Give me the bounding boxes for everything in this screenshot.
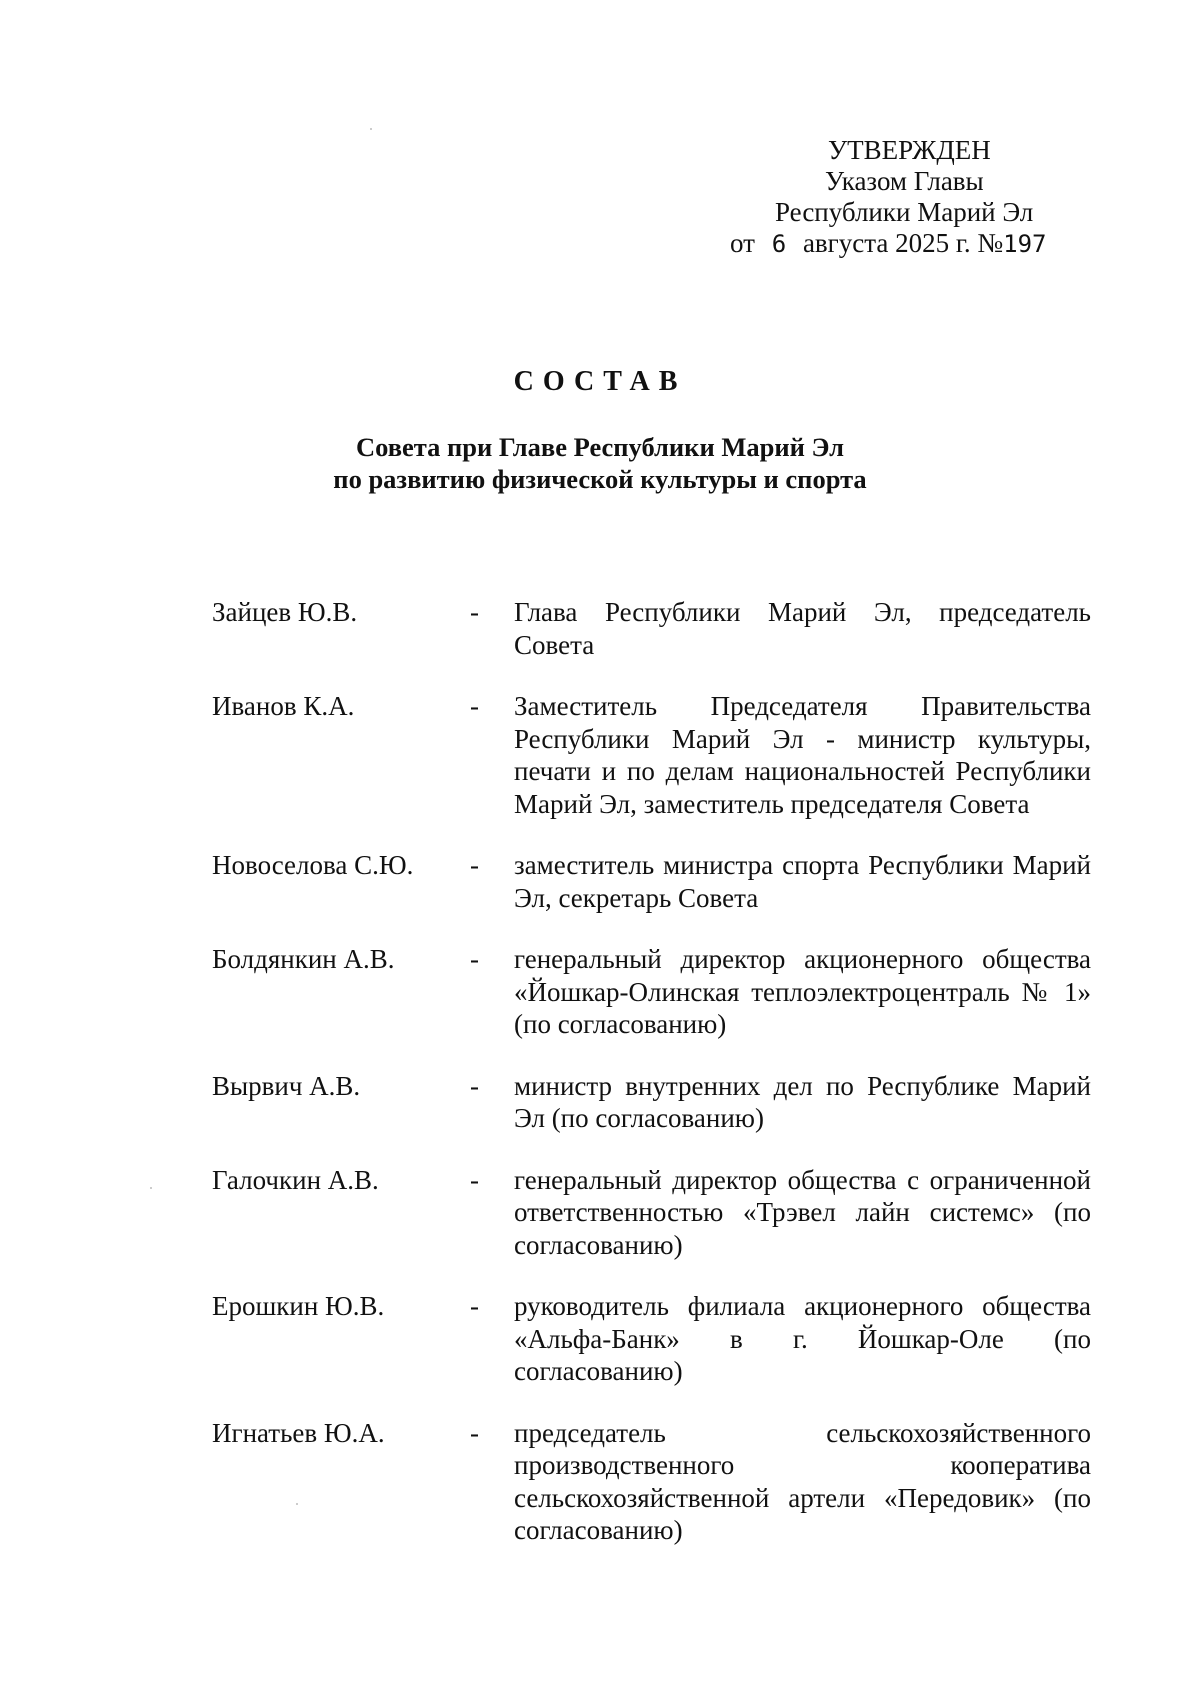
member-name: Ерошкин Ю.В. — [212, 1291, 385, 1321]
members-list — [212, 596, 1092, 1547]
member-row — [212, 849, 1092, 914]
member-role: генеральный директор общества с ограниченной ответственностью «Трэвел лайн системс» (по согласованию) — [514, 1164, 1091, 1260]
approval-heading: УТВЕРЖДЕН — [828, 135, 991, 165]
member-dash: - — [470, 691, 479, 721]
member-row — [212, 1164, 1092, 1262]
member-row — [212, 943, 1092, 1041]
member-role: заместитель министра спорта Республики Марий Эл, секретарь Совета — [514, 850, 1091, 913]
document-title: СОСТАВ — [513, 366, 687, 397]
member-dash: - — [470, 1417, 479, 1448]
approval-date-line — [720, 228, 1080, 260]
member-name: Зайцев Ю.В. — [212, 597, 358, 627]
approval-date-day: 6 — [771, 230, 787, 258]
member-dash: - — [470, 1291, 479, 1321]
approval-stamp — [720, 135, 1080, 260]
member-name: Иванов К.А. — [212, 691, 355, 721]
member-role: министр внутренних дел по Республике Марий Эл (по согласованию) — [514, 1070, 1091, 1133]
member-row — [212, 1417, 1092, 1547]
member-role: Заместитель Председателя Правительства Республики Марий Эл - министр культуры, печати и по делам национальностей Республики Марий Эл, заместитель председателя Совета — [514, 691, 1091, 819]
approval-decree-number: 197 — [1003, 230, 1047, 258]
member-row — [212, 690, 1092, 820]
subtitle-line: Совета при Главе Республики Марий Эл — [356, 432, 844, 462]
approval-date-prefix: от — [730, 228, 755, 258]
approval-republic: Республики Марий Эл — [775, 197, 1034, 227]
member-name: Вырвич А.В. — [212, 1070, 361, 1101]
member-dash: - — [470, 944, 479, 974]
member-role: руководитель филиала акционерного общества «Альфа-Банк» в г. Йошкар-Оле (по согласованию) — [514, 1291, 1091, 1386]
member-dash: - — [470, 597, 479, 627]
member-name: Новоселова С.Ю. — [212, 850, 414, 880]
member-dash: - — [470, 1164, 479, 1195]
member-row — [212, 596, 1092, 661]
subtitle-line: по развитию физической культуры и спорта — [333, 464, 867, 494]
member-row — [212, 1290, 1092, 1388]
member-name: Болдянкин А.В. — [212, 944, 395, 974]
approval-decree: Указом Главы — [825, 166, 984, 196]
member-role: председатель сельскохозяйственного производственного кооператива сельскохозяйственной артели «Передовик» (по согласованию) — [514, 1417, 1091, 1545]
member-name: Галочкин А.В. — [212, 1164, 379, 1195]
member-role: генеральный директор акционерного общества «Йошкар-Олинская теплоэлектроцентраль № 1» (по согласованию) — [514, 944, 1091, 1039]
approval-date-middle: августа 2025 г. № — [802, 228, 1004, 258]
member-dash: - — [470, 850, 479, 880]
member-name: Игнатьев Ю.А. — [212, 1417, 385, 1448]
document-subtitle — [0, 431, 1200, 495]
member-role: Глава Республики Марий Эл, председатель Совета — [514, 597, 1091, 660]
scan-speck — [370, 128, 372, 130]
scan-speck — [150, 1187, 152, 1189]
member-row — [212, 1070, 1092, 1135]
member-dash: - — [470, 1070, 479, 1101]
